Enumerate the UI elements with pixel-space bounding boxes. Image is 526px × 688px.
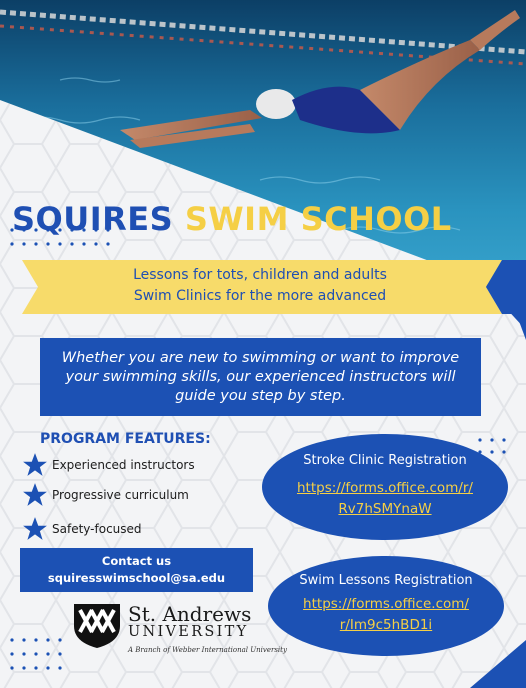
registration-link-line-2[interactable]: r/Im9c5hBD1i (339, 617, 433, 633)
star-icon (22, 516, 48, 542)
feature-text: Experienced instructors (52, 458, 195, 472)
banner-line-2: Swim Clinics for the more advanced (133, 288, 387, 304)
feature-text: Safety-focused (52, 522, 142, 536)
contact-box (20, 548, 253, 592)
registration-link-line-2[interactable]: Rv7hSMYnaW (338, 501, 432, 517)
logo-name: St. Andrews (128, 602, 252, 626)
feature-text: Progressive curriculum (52, 488, 189, 502)
title-part-1: SQUIRES (12, 200, 174, 238)
star-icon (22, 482, 48, 508)
intro-box (40, 338, 481, 416)
registration-link[interactable] (303, 594, 469, 636)
university-logo (70, 600, 287, 662)
registration-link-line-1[interactable]: https://forms.office.com/r/ (296, 480, 473, 496)
contact-label: Contact us (101, 554, 172, 568)
stroke-clinic-registration (262, 434, 508, 540)
registration-title: Stroke Clinic Registration (303, 453, 467, 468)
feature-item (22, 481, 189, 509)
banner (60, 265, 460, 307)
banner-line-1: Lessons for tots, children and adults (133, 267, 387, 283)
registration-link-line-1[interactable]: https://forms.office.com/ (303, 596, 469, 612)
contact-email[interactable]: squiresswimschool@sa.edu (47, 571, 226, 585)
registration-title: Swim Lessons Registration (299, 573, 473, 588)
intro-text: Whether you are new to swimming or want to improve your swimming skills, our experienced instructors will guide you step by step. (61, 349, 460, 404)
swim-lessons-registration (268, 556, 504, 656)
university-crest-icon (70, 602, 124, 648)
feature-item (22, 515, 142, 543)
registration-link[interactable] (297, 478, 473, 520)
feature-item (22, 451, 195, 479)
title-part-2: SWIM SCHOOL (184, 200, 452, 238)
page-title (12, 200, 512, 238)
logo-subtitle: UNIVERSITY (128, 624, 249, 640)
logo-tagline: A Branch of Webber International University (128, 646, 287, 654)
features-heading: PROGRAM FEATURES: (40, 431, 211, 447)
star-icon (22, 452, 48, 478)
